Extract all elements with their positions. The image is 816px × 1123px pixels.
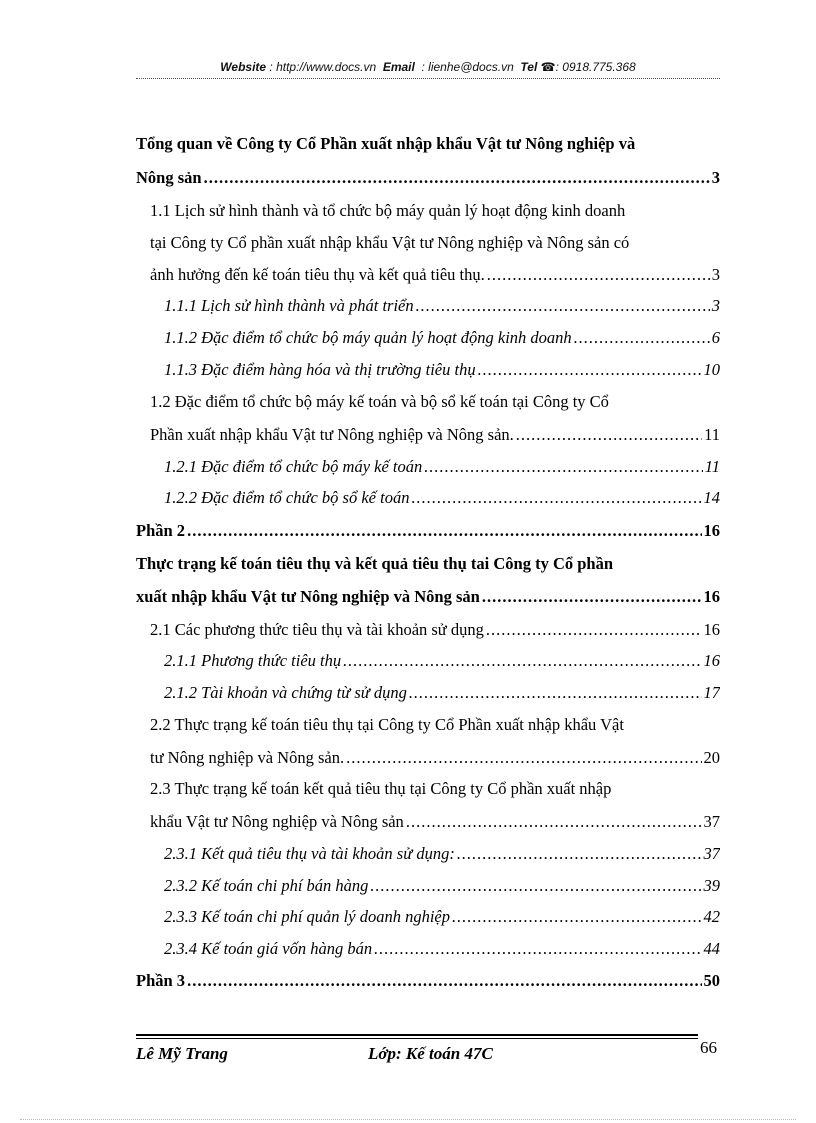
- tel-label: Tel: [520, 60, 538, 74]
- footer-divider: [136, 1034, 698, 1036]
- toc-line: ảnh hưởng đến kế toán tiêu thụ và kết quả tiêu thụ. ..... 3: [150, 265, 720, 285]
- toc-line: 1.1 Lịch sử hình thành và tổ chức bộ máy quản lý hoạt động kinh doanh: [150, 201, 626, 220]
- toc-line: 2.1 Các phương thức tiêu thụ và tài khoản sử dụng ..... 16: [150, 620, 720, 640]
- toc-line: 2.3.1 Kết quả tiêu thụ và tài khoản sử dụng: ..... 37: [164, 844, 720, 864]
- toc-line: Phần 3 ..... 50: [136, 971, 720, 991]
- toc-line: 2.3.2 Kế toán chi phí bán hàng ..... 39: [164, 876, 720, 896]
- toc-line: xuất nhập khẩu Vật tư Nông nghiệp và Nông sản ..... 16: [136, 587, 720, 607]
- toc-line: 2.1.2 Tài khoản và chứng từ sử dụng ..... 17: [164, 683, 720, 703]
- toc-line: 1.2.1 Đặc điểm tổ chức bộ máy kế toán ..... 11: [164, 457, 720, 477]
- toc-line: 2.3.3 Kế toán chi phí quản lý doanh nghiệp ..... 42: [164, 907, 720, 927]
- footer-class: Lớp: Kế toán 47C: [368, 1044, 493, 1063]
- email-link[interactable]: lienhe@docs.vn: [428, 60, 514, 74]
- page-header: Website : http://www.docs.vn Email : lienhe@docs.vn Tel ☎: 0918.775.368: [220, 60, 636, 74]
- toc-line: 2.2 Thực trạng kế toán tiêu thụ tại Công ty Cổ Phần xuất nhập khẩu Vật: [150, 715, 624, 734]
- toc-line: khẩu Vật tư Nông nghiệp và Nông sản ..... 37: [150, 812, 720, 832]
- footer-divider-thin: [136, 1038, 698, 1039]
- toc-line: 2.3.4 Kế toán giá vốn hàng bán ..... 44: [164, 939, 720, 959]
- toc-line: tư Nông nghiệp và Nông sản. ..... 20: [150, 748, 720, 768]
- toc-line: 1.1.3 Đặc điểm hàng hóa và thị trường tiêu thụ ..... 10: [164, 360, 720, 380]
- toc-line: Phần xuất nhập khẩu Vật tư Nông nghiệp và Nông sản. ..... 11: [150, 425, 720, 445]
- website-link[interactable]: http://www.docs.vn: [276, 60, 377, 74]
- toc-line: Tổng quan về Công ty Cổ Phần xuất nhập khẩu Vật tư Nông nghiệp và: [136, 134, 636, 153]
- toc-line: Thực trạng kế toán tiêu thụ và kết quả tiêu thụ tai Công ty Cổ phần: [136, 554, 614, 573]
- toc-line: 1.1.1 Lịch sử hình thành và phát triển ..... 3: [164, 296, 720, 316]
- toc-line: 1.1.2 Đặc điểm tổ chức bộ máy quản lý hoạt động kinh doanh ..... 6: [164, 328, 720, 348]
- toc-line: 2.1.1 Phương thức tiêu thụ ..... 16: [164, 651, 720, 671]
- tel-value: 0918.775.368: [562, 60, 636, 74]
- page-number: 66: [700, 1038, 717, 1057]
- toc-line: 1.2.2 Đặc điểm tổ chức bộ sổ kế toán ..... 14: [164, 488, 720, 508]
- toc-line: Nông sản ..... 3: [136, 168, 720, 188]
- phone-icon: ☎: [540, 60, 556, 74]
- toc-line: 2.3 Thực trạng kế toán kết quả tiêu thụ tại Công ty Cổ phần xuất nhập: [150, 779, 612, 798]
- email-label: Email: [382, 60, 415, 74]
- footer-author: Lê Mỹ Trang: [136, 1044, 228, 1063]
- page-bottom-border: [20, 1119, 796, 1120]
- toc-line: tại Công ty Cổ phần xuất nhập khẩu Vật tư Nông nghiệp và Nông sản có: [150, 233, 630, 252]
- website-label: Website: [220, 60, 267, 74]
- toc-line: Phần 2 ..... 16: [136, 521, 720, 541]
- toc-line: 1.2 Đặc điểm tổ chức bộ máy kế toán và bộ sổ kế toán tại Công ty Cổ: [150, 392, 609, 411]
